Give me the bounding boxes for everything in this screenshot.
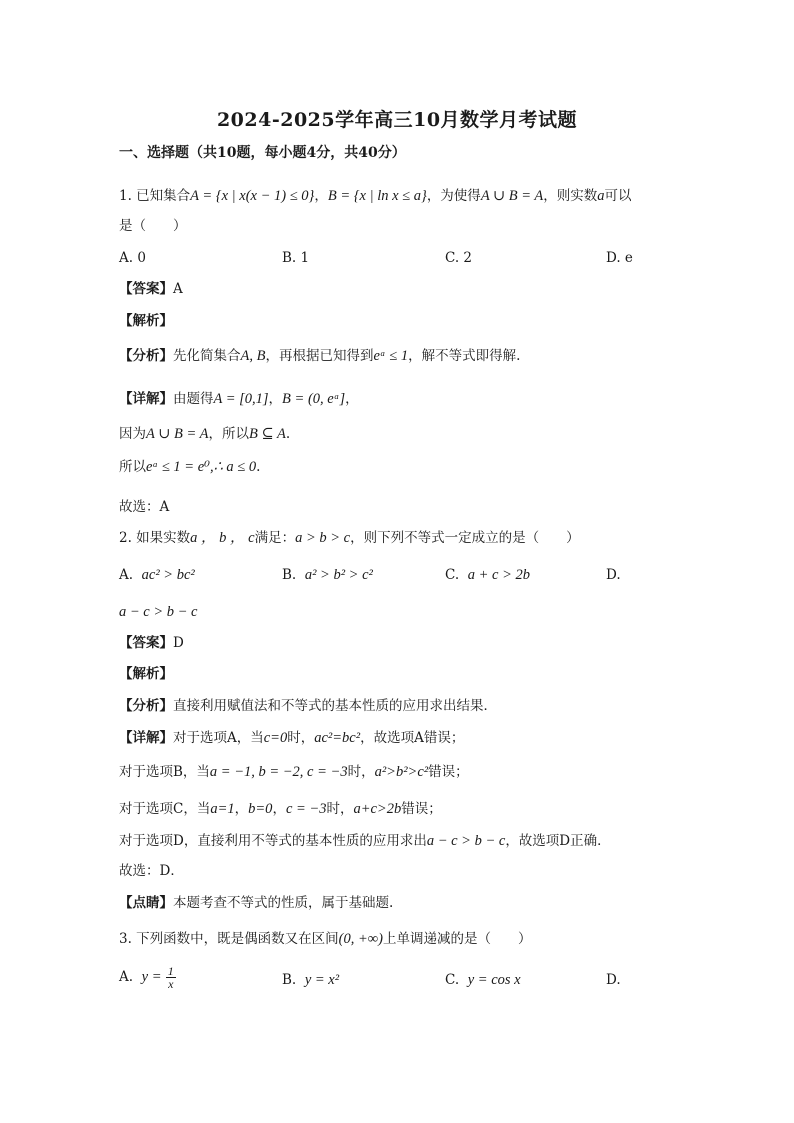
- q2-option-b: B. a² > b² > c²: [282, 567, 373, 583]
- q3-option-a: A. y = $\frac{1}{x}$: [119, 964, 174, 991]
- q1-fenxi: 【分析】先化简集合A, B，再根据已知得到eᵃ ≤ 1，解不等式即得解.: [119, 348, 521, 364]
- q1-answer: 【答案】A: [119, 281, 183, 297]
- q3-option-b: B. y = x²: [282, 972, 340, 988]
- q2-stem: 2. 如果实数a ， b ， c满足：a > b > c，则下列不等式一定成立的是（ ）: [119, 530, 580, 546]
- q1-analysis-tag: 【解析】: [119, 313, 173, 329]
- q2-option-c: C. a + c > 2b: [445, 567, 530, 583]
- q3-option-d: D.: [606, 972, 621, 988]
- q1-condition: A ∪ B = A: [480, 188, 544, 204]
- q3-option-c: C. y = cos x: [445, 972, 521, 988]
- q1-option-d: D. e: [606, 250, 633, 266]
- q2-dianjing: 【点睛】本题考查不等式的性质，属于基础题.: [119, 895, 394, 911]
- q1-set-a: A = {x | x(x − 1) ≤ 0}: [190, 188, 315, 204]
- q2-fenxi: 【分析】直接利用赋值法和不等式的基本性质的应用求出结果．: [119, 698, 497, 714]
- q2-answer: 【答案】D: [119, 635, 184, 651]
- q2-xiangjie-d: 对于选项D，直接利用不等式的基本性质的应用求出a − c > b − c，故选项D正确．: [119, 833, 611, 849]
- q1-option-a: A. 0: [119, 250, 146, 266]
- q2-xiangjie-b: 对于选项B，当a = −1, b = −2, c = −3时，a²>b²>c²错误；: [119, 764, 469, 780]
- q3-fraction: $\frac{1}{x}$: [167, 964, 174, 991]
- q1-stem-line2: 是（ ）: [119, 218, 187, 234]
- page-title: 2024-2025学年高三10月数学月考试题: [216, 109, 578, 131]
- q1-xiangjie-line1: 【详解】由题得A = [0,1]，B = (0, eᵃ]，: [119, 391, 359, 407]
- q2-analysis-tag: 【解析】: [119, 666, 173, 682]
- q2-option-d-content: a − c > b − c: [119, 604, 198, 620]
- q2-choose: 故选：D．: [119, 863, 184, 879]
- q2-option-d: D.: [606, 567, 621, 583]
- q2-option-a: A. ac² > bc²: [119, 567, 195, 583]
- q1-option-c: C. 2: [445, 250, 473, 266]
- q1-stem-line1: 1. 已知集合A = {x | x(x − 1) ≤ 0}，B = {x | ln x ≤ a}，为使得A ∪ B = A，则实数a可以: [119, 188, 632, 204]
- q2-xiangjie-a: 【详解】对于选项A，当c=0时，ac²=bc²，故选项A错误；: [119, 730, 465, 746]
- q1-set-b: B = {x | ln x ≤ a}: [327, 188, 427, 204]
- section-heading: 一、选择题（共10题，每小题4分，共40分）: [119, 145, 406, 161]
- q1-choose: 故选：A: [119, 499, 170, 515]
- q3-stem: 3. 下列函数中，既是偶函数又在区间(0, +∞)上单调递减的是（ ）: [119, 931, 532, 947]
- q2-xiangjie-c: 对于选项C，当a=1，b=0，c = −3时，a+c>2b错误；: [119, 801, 442, 817]
- q1-xiangjie-line3: 所以eᵃ ≤ 1 = e⁰,∴ a ≤ 0.: [119, 459, 261, 475]
- q1-option-b: B. 1: [282, 250, 310, 266]
- q1-xiangjie-line2: 因为A ∪ B = A，所以B ⊆ A.: [119, 426, 291, 442]
